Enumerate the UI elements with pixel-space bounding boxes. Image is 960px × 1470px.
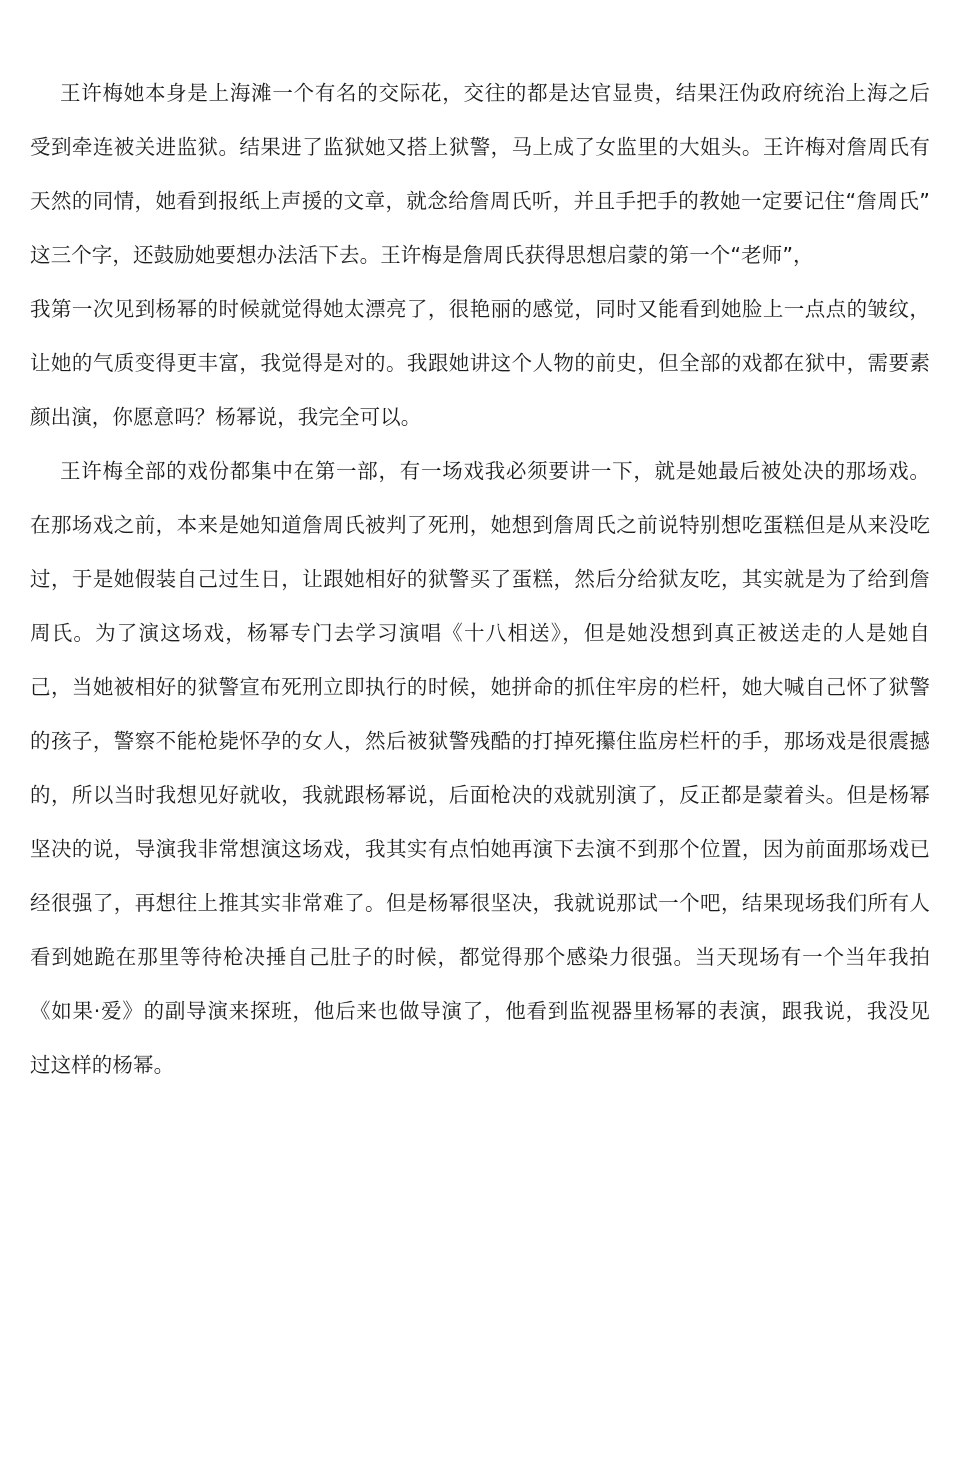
text-line: 过这样的杨幂。 (30, 1053, 175, 1077)
text-line: 过，于是她假装自己过生日，让跟她相好的狱警买了蛋糕，然后分给狱友吃，其实就是为了给到詹 (30, 567, 930, 591)
text-line: 的孩子，警察不能枪毙怀孕的女人，然后被狱警残酷的打掉死攥住监房栏杆的手，那场戏是很震撼 (30, 729, 930, 753)
text-line: 坚决的说，导演我非常想演这场戏，我其实有点怕她再演下去演不到那个位置，因为前面那场戏已 (30, 837, 930, 861)
text-line: 颜出演，你愿意吗？杨幂说，我完全可以。 (30, 405, 422, 429)
text-line: 经很强了，再想往上推其实非常难了。但是杨幂很坚决，我就说那试一个吧，结果现场我们所有人 (30, 891, 930, 915)
text-line: 让她的气质变得更丰富，我觉得是对的。我跟她讲这个人物的前史，但全部的戏都在狱中，需要素 (30, 351, 930, 375)
text-line: 《如果·爱》的副导演来探班，他后来也做导演了，他看到监视器里杨幂的表演，跟我说，我没见 (30, 999, 930, 1023)
text-line: 的，所以当时我想见好就收，我就跟杨幂说，后面枪决的戏就别演了，反正都是蒙着头。但是杨幂 (30, 783, 930, 807)
text-line: 看到她跪在那里等待枪决捶自己肚子的时候，都觉得那个感染力很强。当天现场有一个当年我拍 (30, 945, 930, 969)
text-line: 在那场戏之前，本来是她知道詹周氏被判了死刑，她想到詹周氏之前说特别想吃蛋糕但是从来没吃 (30, 513, 930, 537)
paragraph-1 (30, 66, 930, 282)
text-line: 王许梅全部的戏份都集中在第一部，有一场戏我必须要讲一下，就是她最后被处决的那场戏。 (60, 459, 930, 483)
text-line: 周氏。为了演这场戏，杨幂专门去学习演唱《十八相送》，但是她没想到真正被送走的人是她自 (30, 621, 930, 645)
paragraph-2 (30, 282, 930, 444)
article-body (30, 66, 930, 1092)
text-line: 这三个字，还鼓励她要想办法活下去。王许梅是詹周氏获得思想启蒙的第一个“老师”， (30, 243, 814, 267)
text-line: 我第一次见到杨幂的时候就觉得她太漂亮了，很艳丽的感觉，同时又能看到她脸上一点点的皱纹， (30, 297, 930, 321)
text-line: 天然的同情，她看到报纸上声援的文章，就念给詹周氏听，并且手把手的教她一定要记住“詹周氏” (30, 189, 930, 213)
text-line: 王许梅她本身是上海滩一个有名的交际花，交往的都是达官显贵，结果汪伪政府统治上海之后 (60, 81, 930, 105)
text-line: 受到牵连被关进监狱。结果进了监狱她又搭上狱警，马上成了女监里的大姐头。王许梅对詹周氏有 (30, 135, 930, 159)
text-line: 己，当她被相好的狱警宣布死刑立即执行的时候，她拼命的抓住牢房的栏杆，她大喊自己怀了狱警 (30, 675, 930, 699)
paragraph-3 (30, 444, 930, 1092)
